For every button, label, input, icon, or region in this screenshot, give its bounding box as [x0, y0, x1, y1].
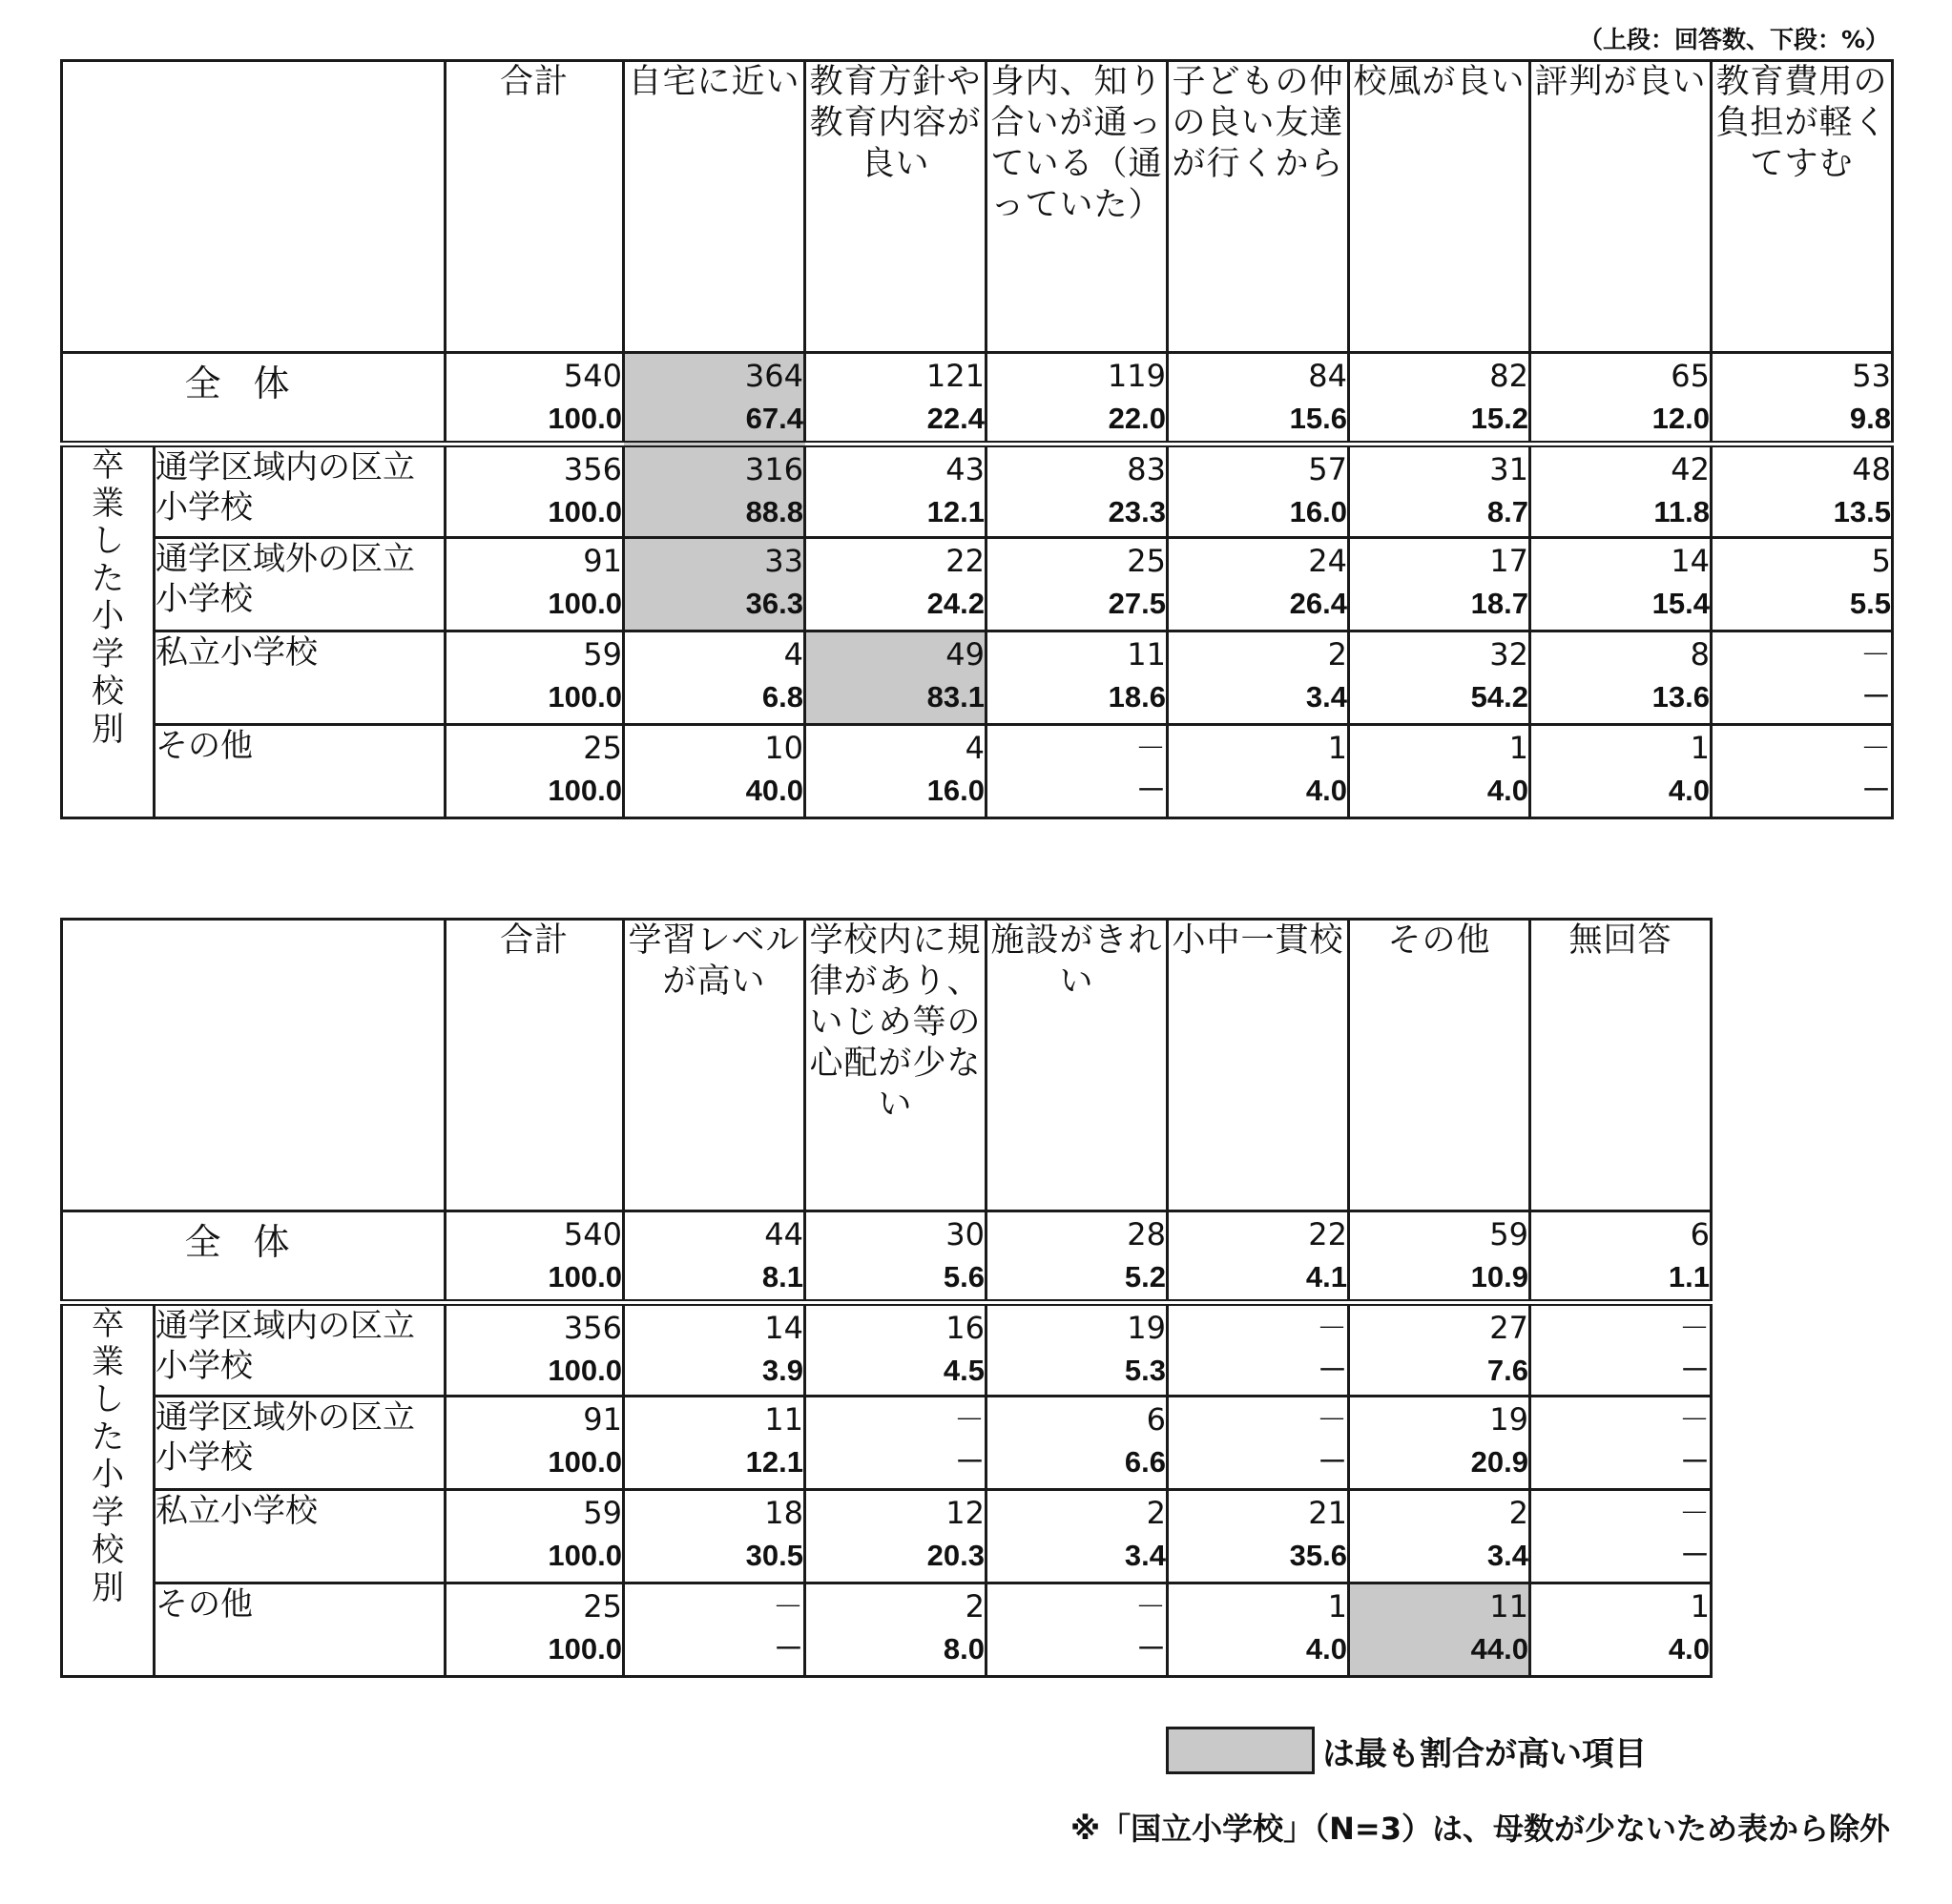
- count-value: －: [1134, 1588, 1166, 1625]
- header-corner: [62, 61, 446, 353]
- column-header: 学習レベルが高い: [624, 920, 805, 1211]
- percent-value: 18.6: [1108, 680, 1166, 714]
- percent-value: 3.4: [1486, 1539, 1528, 1572]
- percent-value: 3.9: [761, 1354, 803, 1387]
- data-cell: [624, 353, 805, 445]
- data-cell: [1530, 353, 1712, 445]
- column-header: 評判が良い: [1530, 61, 1712, 353]
- count-value: 2: [965, 1588, 985, 1625]
- count-value: －: [1316, 1401, 1347, 1438]
- column-header: 合計: [446, 920, 624, 1211]
- data-cell: [1530, 725, 1712, 818]
- percent-value: 83.1: [926, 680, 985, 714]
- data-cell: [1530, 1211, 1712, 1303]
- data-cell: [446, 1211, 624, 1303]
- data-cell: [1530, 631, 1712, 725]
- count-value: 356: [563, 451, 622, 487]
- table-row: [62, 1490, 1712, 1583]
- count-value: 16: [945, 1310, 985, 1346]
- data-cell: [1712, 445, 1893, 538]
- percent-value: 100.0: [548, 402, 622, 435]
- total-row: [62, 1211, 1712, 1303]
- data-cell: [1530, 1583, 1712, 1677]
- data-cell: [1530, 1397, 1712, 1490]
- count-value: －: [1678, 1310, 1710, 1346]
- count-value: 11: [764, 1401, 803, 1438]
- data-cell: [1349, 1583, 1530, 1677]
- data-cell: [986, 725, 1168, 818]
- count-value: 59: [583, 1495, 622, 1531]
- count-value: 25: [1127, 543, 1166, 579]
- count-value: 91: [583, 1401, 622, 1438]
- percent-value: 4.0: [1668, 774, 1710, 807]
- data-cell: [1168, 725, 1349, 818]
- row-label: 通学区域内の区立小学校: [155, 445, 446, 538]
- data-cell: [1349, 1303, 1530, 1397]
- count-value: 44: [764, 1216, 803, 1252]
- data-cell: [986, 1303, 1168, 1397]
- count-value: 17: [1489, 543, 1528, 579]
- count-value: 4: [965, 730, 985, 766]
- table-row: [62, 1303, 1712, 1397]
- count-value: 1: [1690, 730, 1710, 766]
- count-value: －: [1316, 1310, 1347, 1346]
- count-value: 27: [1489, 1310, 1528, 1346]
- column-header: 施設がきれい: [986, 920, 1168, 1211]
- data-cell: [805, 1211, 986, 1303]
- percent-value: 15.6: [1289, 402, 1347, 435]
- percent-value: 54.2: [1470, 680, 1528, 714]
- count-value: 19: [1489, 1401, 1528, 1438]
- row-label: 通学区域外の区立小学校: [155, 1397, 446, 1490]
- count-value: 48: [1852, 451, 1891, 487]
- count-value: 83: [1127, 451, 1166, 487]
- count-value: 316: [744, 451, 803, 487]
- count-value: 21: [1308, 1495, 1347, 1531]
- data-cell: [1349, 445, 1530, 538]
- legend-text: は最も割合が高い項目: [1322, 1734, 1647, 1773]
- percent-value: 12.0: [1651, 402, 1710, 435]
- data-cell: [1530, 538, 1712, 631]
- percent-value: －: [774, 1632, 803, 1666]
- percent-value: 4.0: [1486, 774, 1528, 807]
- count-value: 30: [945, 1216, 985, 1252]
- percent-value: 1.1: [1668, 1260, 1710, 1293]
- data-cell: [1712, 725, 1893, 818]
- data-cell: [1712, 353, 1893, 445]
- column-header: 無回答: [1530, 920, 1712, 1211]
- percent-value: 13.5: [1833, 495, 1891, 528]
- percent-value: 3.4: [1124, 1539, 1166, 1572]
- data-cell: [986, 1397, 1168, 1490]
- percent-value: 22.4: [926, 402, 985, 435]
- data-cell: [986, 445, 1168, 538]
- data-cell: [446, 445, 624, 538]
- survey-table-1: [60, 59, 1894, 819]
- data-cell: [1168, 1583, 1349, 1677]
- percent-value: 100.0: [548, 495, 622, 528]
- percent-value: －: [1136, 774, 1166, 807]
- data-cell: [805, 353, 986, 445]
- data-cell: [624, 725, 805, 818]
- table-row: [62, 445, 1893, 538]
- data-cell: [624, 1490, 805, 1583]
- percent-value: －: [1680, 1354, 1710, 1387]
- data-cell: [446, 538, 624, 631]
- data-cell: [986, 631, 1168, 725]
- percent-value: 22.0: [1108, 402, 1166, 435]
- row-label: その他: [155, 725, 446, 818]
- count-value: 4: [783, 636, 803, 673]
- count-value: 540: [563, 1216, 622, 1252]
- percent-value: 16.0: [1289, 495, 1347, 528]
- percent-value: 7.6: [1486, 1354, 1528, 1387]
- percent-value: 4.0: [1668, 1632, 1710, 1666]
- percent-value: 4.5: [943, 1354, 985, 1387]
- count-value: 11: [1127, 636, 1166, 673]
- row-label: 通学区域内の区立小学校: [155, 1303, 446, 1397]
- percent-value: 36.3: [745, 587, 803, 620]
- total-row-label: 全体: [62, 1211, 446, 1303]
- percent-value: 4.1: [1305, 1260, 1347, 1293]
- percent-value: 27.5: [1108, 587, 1166, 620]
- count-value: 42: [1671, 451, 1710, 487]
- survey-table-2: [60, 918, 1713, 1678]
- data-cell: [446, 725, 624, 818]
- count-value: 49: [945, 636, 985, 673]
- count-value: 22: [1308, 1216, 1347, 1252]
- data-cell: [986, 538, 1168, 631]
- total-row-label: 全体: [62, 353, 446, 445]
- group-label: 卒 業 し た 小 学 校 別: [62, 1303, 155, 1677]
- data-cell: [805, 445, 986, 538]
- column-header: 合計: [446, 61, 624, 353]
- count-value: 25: [583, 730, 622, 766]
- data-cell: [805, 1490, 986, 1583]
- row-label: 通学区域外の区立小学校: [155, 538, 446, 631]
- data-cell: [624, 538, 805, 631]
- column-header: 教育費用の負担が軽くてすむ: [1712, 61, 1893, 353]
- column-header: 学校内に規律があり、いじめ等の心配が少ない: [805, 920, 986, 1211]
- percent-value: 44.0: [1470, 1632, 1528, 1666]
- table-row: [62, 1583, 1712, 1677]
- table-row: [62, 538, 1893, 631]
- percent-value: －: [1861, 774, 1891, 807]
- count-value: 1: [1508, 730, 1528, 766]
- row-label: 私立小学校: [155, 631, 446, 725]
- percent-value: 15.2: [1470, 402, 1528, 435]
- data-cell: [986, 1583, 1168, 1677]
- count-value: 121: [925, 358, 985, 394]
- data-cell: [1712, 631, 1893, 725]
- percent-value: 100.0: [548, 1260, 622, 1293]
- data-cell: [1712, 538, 1893, 631]
- count-value: －: [1134, 730, 1166, 766]
- data-cell: [805, 538, 986, 631]
- data-cell: [446, 631, 624, 725]
- data-cell: [624, 1303, 805, 1397]
- column-header: 校風が良い: [1349, 61, 1530, 353]
- count-value: 1: [1690, 1588, 1710, 1625]
- percent-value: 26.4: [1289, 587, 1347, 620]
- percent-value: 100.0: [548, 587, 622, 620]
- count-value: 22: [945, 543, 985, 579]
- count-value: 82: [1489, 358, 1528, 394]
- data-cell: [1168, 1303, 1349, 1397]
- count-value: 11: [1489, 1588, 1528, 1625]
- percent-value: 20.3: [926, 1539, 985, 1572]
- percent-value: －: [955, 1445, 985, 1479]
- percent-value: 100.0: [548, 680, 622, 714]
- legend-highlight-swatch: [1166, 1727, 1315, 1774]
- count-value: 59: [583, 636, 622, 673]
- data-cell: [446, 1490, 624, 1583]
- legend: [1166, 1727, 1647, 1774]
- data-cell: [805, 1397, 986, 1490]
- data-cell: [624, 1583, 805, 1677]
- column-header: 小中一貫校: [1168, 920, 1349, 1211]
- data-cell: [1168, 445, 1349, 538]
- count-value: 18: [764, 1495, 803, 1531]
- count-value: 14: [764, 1310, 803, 1346]
- count-value: 2: [1508, 1495, 1528, 1531]
- count-value: －: [1859, 730, 1891, 766]
- data-cell: [1168, 631, 1349, 725]
- data-cell: [446, 353, 624, 445]
- data-cell: [446, 1583, 624, 1677]
- count-value: 2: [1327, 636, 1347, 673]
- percent-value: 20.9: [1470, 1445, 1528, 1479]
- percent-value: 35.6: [1289, 1539, 1347, 1572]
- percent-value: 100.0: [548, 1632, 622, 1666]
- data-cell: [1349, 1211, 1530, 1303]
- percent-value: －: [1318, 1445, 1347, 1479]
- percent-value: 100.0: [548, 1445, 622, 1479]
- count-value: 57: [1308, 451, 1347, 487]
- column-header: 身内、知り合いが通っている（通っていた）: [986, 61, 1168, 353]
- header-row: [62, 61, 1893, 353]
- data-cell: [446, 1397, 624, 1490]
- count-value: －: [1859, 636, 1891, 673]
- percent-value: －: [1861, 680, 1891, 714]
- percent-value: －: [1680, 1539, 1710, 1572]
- percent-value: 13.6: [1651, 680, 1710, 714]
- percent-value: －: [1318, 1354, 1347, 1387]
- column-header: 教育方針や教育内容が良い: [805, 61, 986, 353]
- percent-value: 15.4: [1651, 587, 1710, 620]
- data-cell: [986, 1211, 1168, 1303]
- percent-value: 100.0: [548, 774, 622, 807]
- data-cell: [1349, 725, 1530, 818]
- column-header: 子どもの仲の良い友達が行くから: [1168, 61, 1349, 353]
- percent-value: 12.1: [745, 1445, 803, 1479]
- column-header: その他: [1349, 920, 1530, 1211]
- percent-value: 8.0: [943, 1632, 985, 1666]
- group-label: 卒 業 し た 小 学 校 別: [62, 445, 155, 818]
- percent-value: 100.0: [548, 1539, 622, 1572]
- data-cell: [1349, 631, 1530, 725]
- percent-value: 88.8: [745, 495, 803, 528]
- count-value: 24: [1308, 543, 1347, 579]
- data-cell: [805, 725, 986, 818]
- percent-value: 24.2: [926, 587, 985, 620]
- data-cell: [805, 631, 986, 725]
- row-label: 私立小学校: [155, 1490, 446, 1583]
- header-corner: [62, 920, 446, 1211]
- table-row: [62, 631, 1893, 725]
- row-label: その他: [155, 1583, 446, 1677]
- count-value: 10: [764, 730, 803, 766]
- percent-value: 23.3: [1108, 495, 1166, 528]
- data-cell: [624, 445, 805, 538]
- data-cell: [624, 631, 805, 725]
- percent-value: 5.5: [1849, 587, 1891, 620]
- data-cell: [1349, 538, 1530, 631]
- count-value: 25: [583, 1588, 622, 1625]
- unit-note: （上段：回答数、下段：%）: [1578, 26, 1889, 53]
- data-cell: [1168, 1490, 1349, 1583]
- data-cell: [624, 1211, 805, 1303]
- percent-value: 6.8: [761, 680, 803, 714]
- count-value: －: [1678, 1495, 1710, 1531]
- data-cell: [1168, 353, 1349, 445]
- percent-value: 5.6: [943, 1260, 985, 1293]
- percent-value: 12.1: [926, 495, 985, 528]
- count-value: 540: [563, 358, 622, 394]
- count-value: －: [772, 1588, 803, 1625]
- percent-value: 4.0: [1305, 1632, 1347, 1666]
- data-cell: [1168, 1397, 1349, 1490]
- percent-value: 67.4: [745, 402, 803, 435]
- count-value: 31: [1489, 451, 1528, 487]
- count-value: 364: [744, 358, 803, 394]
- percent-value: 8.7: [1486, 495, 1528, 528]
- header-row: [62, 920, 1712, 1211]
- data-cell: [624, 1397, 805, 1490]
- count-value: 53: [1852, 358, 1891, 394]
- data-cell: [1168, 1211, 1349, 1303]
- count-value: 6: [1690, 1216, 1710, 1252]
- count-value: 2: [1146, 1495, 1166, 1531]
- data-cell: [1530, 1490, 1712, 1583]
- count-value: 59: [1489, 1216, 1528, 1252]
- percent-value: 8.1: [761, 1260, 803, 1293]
- data-cell: [1349, 353, 1530, 445]
- percent-value: 100.0: [548, 1354, 622, 1387]
- percent-value: 4.0: [1305, 774, 1347, 807]
- count-value: －: [953, 1401, 985, 1438]
- percent-value: 16.0: [926, 774, 985, 807]
- percent-value: 3.4: [1305, 680, 1347, 714]
- percent-value: 40.0: [745, 774, 803, 807]
- count-value: 8: [1690, 636, 1710, 673]
- percent-value: 5.2: [1124, 1260, 1166, 1293]
- data-cell: [1530, 1303, 1712, 1397]
- percent-value: 11.8: [1653, 495, 1710, 528]
- data-cell: [986, 353, 1168, 445]
- percent-value: 6.6: [1124, 1445, 1166, 1479]
- count-value: 5: [1871, 543, 1891, 579]
- data-cell: [986, 1490, 1168, 1583]
- count-value: 33: [764, 543, 803, 579]
- table-row: [62, 1397, 1712, 1490]
- count-value: 1: [1327, 1588, 1347, 1625]
- data-cell: [805, 1303, 986, 1397]
- count-value: －: [1678, 1401, 1710, 1438]
- data-cell: [1530, 445, 1712, 538]
- count-value: 119: [1107, 358, 1166, 394]
- percent-value: 10.9: [1470, 1260, 1528, 1293]
- data-cell: [446, 1303, 624, 1397]
- percent-value: －: [1680, 1445, 1710, 1479]
- count-value: 19: [1127, 1310, 1166, 1346]
- count-value: 1: [1327, 730, 1347, 766]
- count-value: 43: [945, 451, 985, 487]
- count-value: 12: [945, 1495, 985, 1531]
- column-header: 自宅に近い: [624, 61, 805, 353]
- table-row: [62, 725, 1893, 818]
- count-value: 6: [1146, 1401, 1166, 1438]
- data-cell: [1168, 538, 1349, 631]
- percent-value: －: [1136, 1632, 1166, 1666]
- count-value: 28: [1127, 1216, 1166, 1252]
- data-cell: [805, 1583, 986, 1677]
- percent-value: 18.7: [1470, 587, 1528, 620]
- count-value: 84: [1308, 358, 1347, 394]
- percent-value: 30.5: [745, 1539, 803, 1572]
- count-value: 65: [1671, 358, 1710, 394]
- data-cell: [1349, 1490, 1530, 1583]
- count-value: 91: [583, 543, 622, 579]
- count-value: 356: [563, 1310, 622, 1346]
- percent-value: 9.8: [1849, 402, 1891, 435]
- footnote: ※「国立小学校」（N=3）は、母数が少ないため表から除外: [1070, 1811, 1890, 1847]
- percent-value: 5.3: [1124, 1354, 1166, 1387]
- count-value: 32: [1489, 636, 1528, 673]
- count-value: 14: [1671, 543, 1710, 579]
- data-cell: [1349, 1397, 1530, 1490]
- total-row: [62, 353, 1893, 445]
